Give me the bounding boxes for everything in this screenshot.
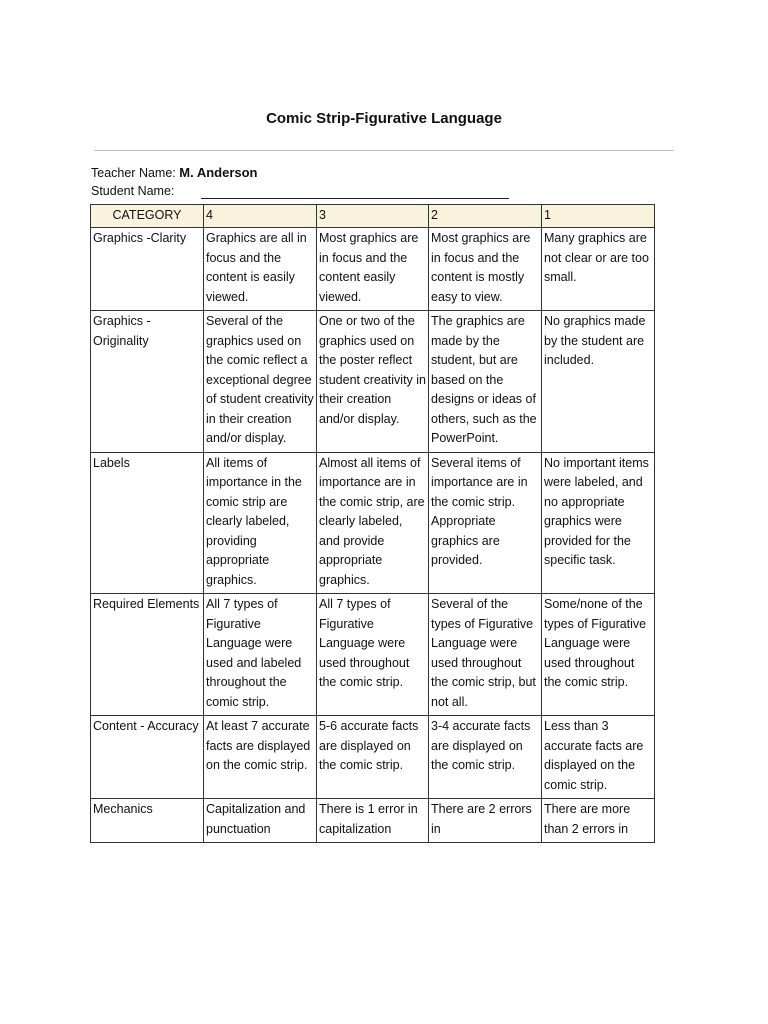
criteria-cell-3: 5-6 accurate facts are displayed on the comic strip. [317, 716, 429, 799]
criteria-cell-1: No important items were labeled, and no appropriate graphics were provided for the specific task. [542, 452, 655, 594]
header-score-3: 3 [317, 205, 429, 228]
criteria-cell-2: The graphics are made by the student, but are based on the designs or ideas of others, such as the PowerPoint. [429, 311, 542, 453]
criteria-cell-2: Several of the types of Figurative Language were used throughout the comic strip, but not all. [429, 594, 542, 716]
row-category: Graphics - Originality [91, 311, 204, 453]
teacher-name-label: Teacher Name: [91, 166, 176, 180]
rubric-row-graphics-clarity [91, 228, 655, 311]
student-name-line [91, 184, 174, 198]
criteria-cell-1: No graphics made by the student are included. [542, 311, 655, 453]
rubric-row-mechanics [91, 799, 655, 843]
criteria-cell-3: One or two of the graphics used on the poster reflect student creativity in their creation and/or display. [317, 311, 429, 453]
criteria-cell-1: Many graphics are not clear or are too small. [542, 228, 655, 311]
criteria-cell-4: Graphics are all in focus and the content is easily viewed. [204, 228, 317, 311]
header-score-2: 2 [429, 205, 542, 228]
teacher-name-value: M. Anderson [179, 165, 258, 180]
document-title: Comic Strip-Figurative Language [266, 110, 502, 127]
header-score-4: 4 [204, 205, 317, 228]
criteria-cell-4: All 7 types of Figurative Language were used and labeled throughout the comic strip. [204, 594, 317, 716]
student-name-blank [201, 198, 509, 199]
row-category: Labels [91, 452, 204, 594]
criteria-cell-1: There are more than 2 errors in [542, 799, 655, 843]
row-category: Mechanics [91, 799, 204, 843]
row-category: Content - Accuracy [91, 716, 204, 799]
title-divider [94, 150, 674, 151]
criteria-cell-4: At least 7 accurate facts are displayed on the comic strip. [204, 716, 317, 799]
teacher-name-line [91, 165, 258, 180]
rubric-table [90, 204, 655, 843]
header-score-1: 1 [542, 205, 655, 228]
criteria-cell-3: All 7 types of Figurative Language were used throughout the comic strip. [317, 594, 429, 716]
rubric-header-row [91, 205, 655, 228]
criteria-cell-4: All items of importance in the comic strip are clearly labeled, providing appropriate graphics. [204, 452, 317, 594]
criteria-cell-3: There is 1 error in capitalization [317, 799, 429, 843]
criteria-cell-4: Several of the graphics used on the comic reflect a exceptional degree of student creativity in their creation and/or display. [204, 311, 317, 453]
rubric-row-labels [91, 452, 655, 594]
student-name-label: Student Name: [91, 184, 175, 198]
criteria-cell-2: Most graphics are in focus and the content is mostly easy to view. [429, 228, 542, 311]
criteria-cell-3: Almost all items of importance are in the comic strip, are clearly labeled, and provide appropriate graphics. [317, 452, 429, 594]
criteria-cell-2: 3-4 accurate facts are displayed on the comic strip. [429, 716, 542, 799]
criteria-cell-2: Several items of importance are in the comic strip. Appropriate graphics are provided. [429, 452, 542, 594]
header-category: CATEGORY [91, 205, 204, 228]
rubric-row-content-accuracy [91, 716, 655, 799]
rubric-row-required-elements [91, 594, 655, 716]
criteria-cell-2: There are 2 errors in [429, 799, 542, 843]
criteria-cell-1: Less than 3 accurate facts are displayed on the comic strip. [542, 716, 655, 799]
rubric-row-graphics-originality [91, 311, 655, 453]
criteria-cell-4: Capitalization and punctuation [204, 799, 317, 843]
row-category: Required Elements [91, 594, 204, 716]
row-category: Graphics -Clarity [91, 228, 204, 311]
criteria-cell-1: Some/none of the types of Figurative Language were used throughout the comic strip. [542, 594, 655, 716]
criteria-cell-3: Most graphics are in focus and the content easily viewed. [317, 228, 429, 311]
